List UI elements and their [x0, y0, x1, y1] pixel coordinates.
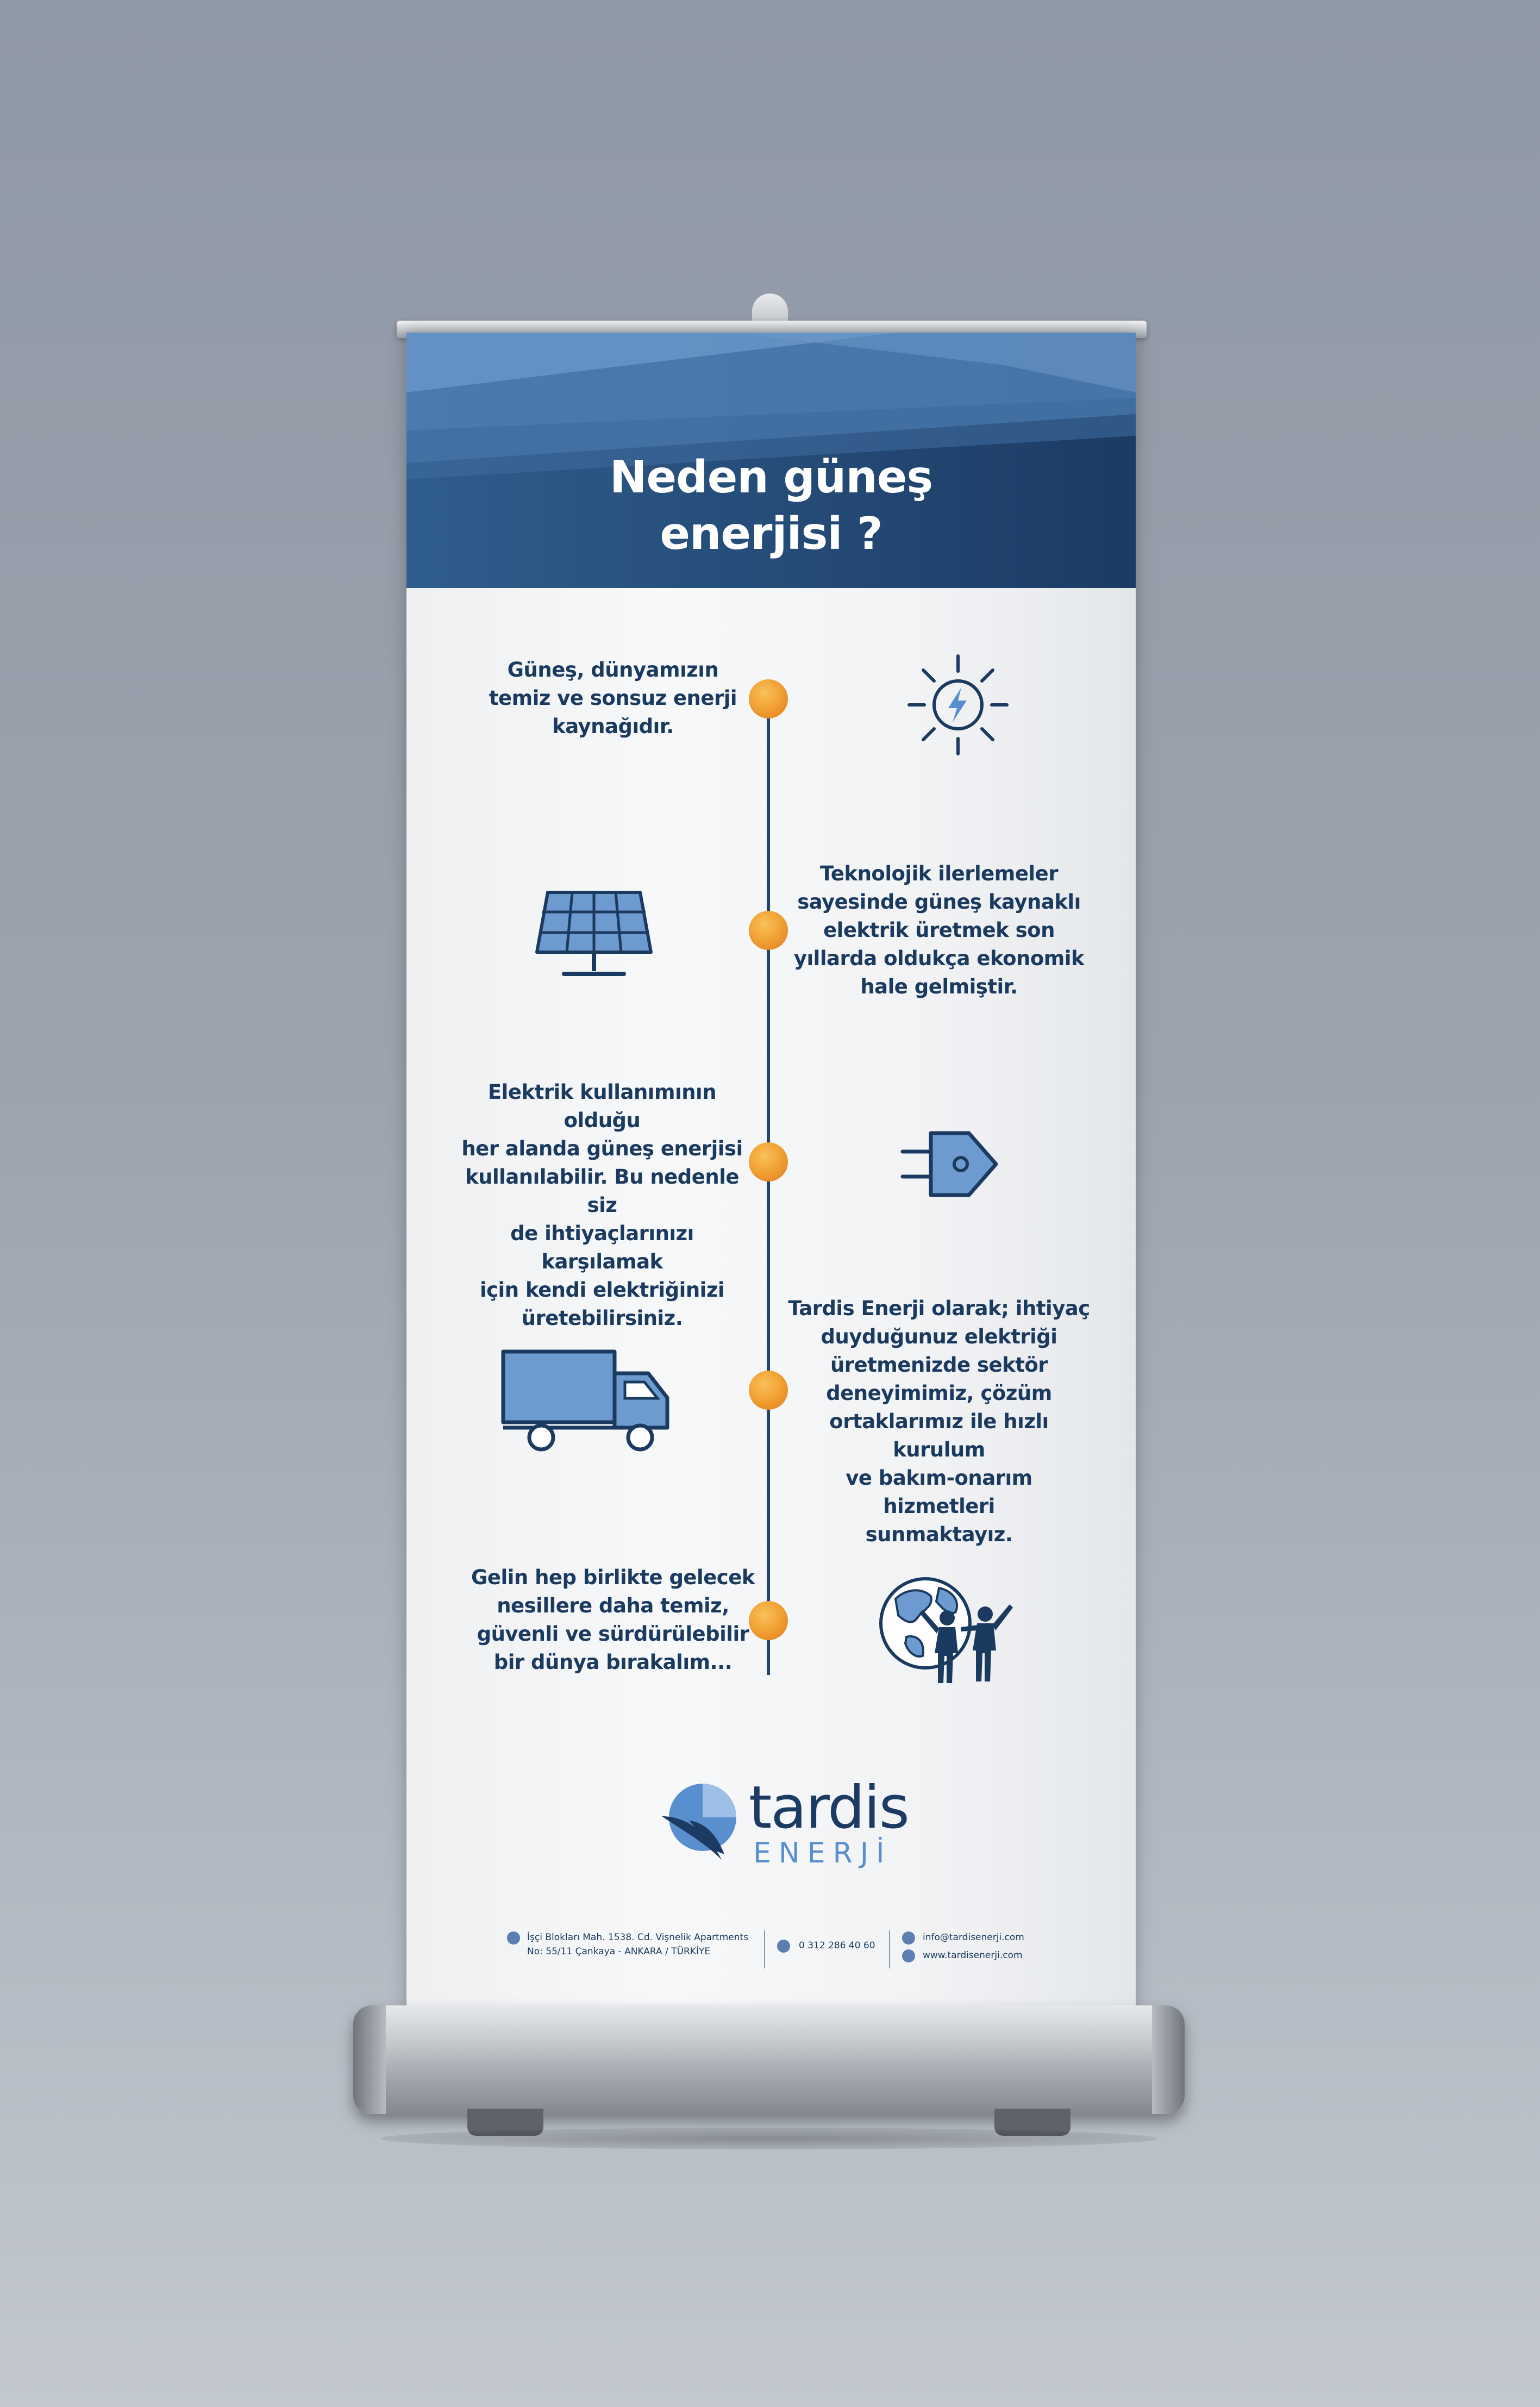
- step-2-line: elektrik üretmek son: [823, 918, 1055, 942]
- sun-icon: [898, 645, 1018, 765]
- location-icon: [507, 1931, 520, 1945]
- step-3-line: kullanılabilir. Bu nedenle siz: [465, 1165, 739, 1217]
- step-2-line: sayesinde güneş kaynaklı: [797, 890, 1081, 914]
- step-2-line: hale gelmiştir.: [860, 975, 1018, 998]
- step-4-line: ortaklarımız ile hızlı kurulum: [829, 1410, 1049, 1461]
- step-1-line: kaynağıdır.: [552, 715, 674, 738]
- banner-title: [406, 449, 1136, 562]
- footer-address: [527, 1930, 748, 1959]
- step-4-line: sunmaktayız.: [865, 1523, 1013, 1546]
- email-icon: [902, 1931, 915, 1945]
- step-1-line: temiz ve sonsuz enerji: [489, 686, 737, 710]
- step-3-line: Elektrik kullanımının olduğu: [487, 1080, 717, 1132]
- footer-phone: 0 312 286 40 60: [799, 1940, 875, 1951]
- step-3-line: her alanda güneş enerjisi: [461, 1137, 743, 1160]
- logo-word: tardis: [749, 1774, 909, 1842]
- timeline-dot: [749, 1371, 788, 1410]
- step-2-line: yıllarda oldukça ekonomik: [793, 947, 1085, 970]
- phone-icon: [777, 1940, 790, 1953]
- timeline-line: [767, 697, 770, 1675]
- step-4-line: ve bakım-onarım hizmetleri: [846, 1466, 1032, 1518]
- web-icon: [902, 1949, 915, 1962]
- floor-shadow: [380, 2128, 1157, 2149]
- step-1-line: Güneş, dünyamızın: [507, 658, 719, 682]
- stand-base-end-left: [353, 2005, 386, 2114]
- stand-base: [353, 2005, 1185, 2114]
- step-3-text: [450, 1078, 754, 1333]
- step-4-line: Tardis Enerji olarak; ihtiyaç: [788, 1297, 1090, 1320]
- step-3-line: de ihtiyaçlarınızı karşılamak: [510, 1222, 694, 1273]
- logo-text: [749, 1774, 909, 1870]
- footer-website: www.tardisenerji.com: [923, 1950, 1023, 1961]
- step-2-text: [787, 860, 1091, 1001]
- globe-people-icon: [874, 1566, 1021, 1691]
- footer-divider: [889, 1930, 890, 1968]
- step-4-line: üretmenizde sektör: [830, 1353, 1048, 1377]
- address-line-2: No: 55/11 Çankaya - ANKARA / TÜRKİYE: [527, 1946, 711, 1957]
- step-2-line: Teknolojik ilerlemeler: [820, 862, 1058, 885]
- step-5-line: Gelin hep birlikte gelecek: [471, 1566, 755, 1589]
- address-line-1: İşçi Blokları Mah. 1538. Cd. Vişnelik Apartments: [527, 1932, 749, 1943]
- step-5-line: bir dünya bırakalım...: [493, 1650, 733, 1674]
- logo-subtitle: ENERJİ: [753, 1837, 892, 1870]
- step-3-line: üretebilirsiniz.: [521, 1306, 683, 1330]
- step-5-line: güvenli ve sürdürülebilir: [477, 1622, 749, 1646]
- footer-divider: [764, 1930, 765, 1968]
- timeline-dot: [749, 1142, 788, 1181]
- solar-panel-icon: [531, 887, 656, 985]
- step-1-text: [461, 656, 765, 741]
- step-4-line: deneyimimiz, çözüm: [826, 1381, 1052, 1405]
- title-line-2: enerjisi ?: [660, 508, 882, 560]
- step-3-line: için kendi elektriğinizi: [479, 1278, 725, 1302]
- stand-base-end-right: [1152, 2005, 1185, 2114]
- roll-up-banner: [406, 333, 1136, 2025]
- timeline-dot: [749, 911, 788, 950]
- plug-icon: [898, 1123, 1007, 1205]
- step-5-text: [461, 1564, 765, 1677]
- truck-icon: [499, 1341, 678, 1460]
- tardis-logo-mark: [656, 1778, 743, 1865]
- step-5-line: nesillere daha temiz,: [497, 1594, 729, 1617]
- title-line-1: Neden güneş: [609, 452, 933, 503]
- step-4-text: [787, 1295, 1091, 1549]
- step-4-line: duyduğunuz elektriği: [821, 1325, 1057, 1348]
- footer-email: info@tardisenerji.com: [923, 1932, 1024, 1943]
